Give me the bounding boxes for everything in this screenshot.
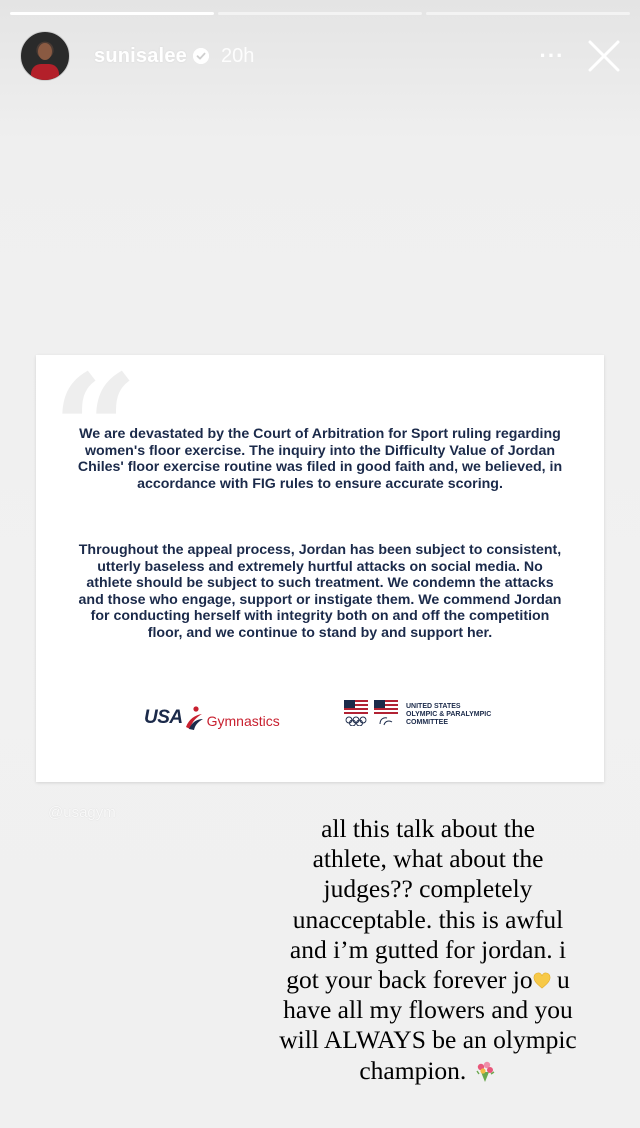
- quote-mark-icon: “: [52, 342, 139, 518]
- shared-statement-card: [36, 342, 604, 782]
- caption-text: u: [557, 965, 570, 995]
- close-icon[interactable]: [582, 34, 626, 78]
- usopc-line: OLYMPIC & PARALYMPIC: [406, 711, 492, 718]
- bouquet-icon: [473, 1059, 497, 1083]
- caption-line: unacceptable. this is awful: [292, 904, 564, 934]
- post-timestamp: 20h: [220, 44, 255, 67]
- caption-line: have all my flowers and you: [283, 995, 573, 1025]
- statement-paragraph-2: Throughout the appeal process, Jordan has been subject to consistent, utterly baseless and extremely hurtful attacks on social media. No athlete should be subject to such treatment. We condemn the attacks and those who engage, support or instigate them. We commend Jordan for conducting herself with integrity both on and off the competition floor, and we continue to stand by and support her.: [78, 542, 562, 641]
- usopc-logo: [344, 700, 491, 727]
- caption-line: [250, 1056, 606, 1086]
- story-progress-segment: [218, 12, 422, 15]
- story-caption: [250, 814, 606, 1086]
- username[interactable]: sunisalee: [94, 44, 187, 67]
- olympic-flag-icon: [344, 700, 368, 726]
- usa-gymnastics-logo: [144, 705, 280, 731]
- more-icon[interactable]: ···: [539, 43, 565, 68]
- caption-line: will ALWAYS be an olympic: [279, 1025, 577, 1055]
- statement-paragraph-1: We are devastated by the Court of Arbitration for Sport ruling regarding women's floor exercise. The inquiry into the Difficulty Value of Jordan Chiles' floor exercise routine was filed in good faith and, we believed, in accordance with FIG rules to ensure accurate scoring.: [77, 426, 563, 492]
- mention-credit[interactable]: @usagym: [48, 804, 116, 821]
- logo-gymnastics-text: Gymnastics: [206, 713, 280, 729]
- caption-line: [250, 965, 606, 995]
- story-progress-segment: [426, 12, 630, 15]
- usopc-line: COMMITTEE: [406, 719, 448, 726]
- story-header: [20, 30, 626, 82]
- caption-line: judges?? completely: [323, 874, 533, 904]
- story-progress-bar: [10, 12, 630, 15]
- caption-line: all this talk about the: [321, 814, 535, 843]
- caption-line: and i’m gutted for jordan. i: [289, 934, 567, 964]
- gymnastics-swoosh-icon: [183, 705, 205, 731]
- caption-line: athlete, what about the: [312, 844, 544, 874]
- usopc-line: UNITED STATES: [406, 703, 461, 710]
- avatar[interactable]: [20, 31, 70, 81]
- caption-text: got your back forever jo: [286, 965, 533, 995]
- paralympic-flag-icon: [374, 700, 398, 726]
- caption-text: champion.: [359, 1055, 467, 1085]
- story-progress-segment: [10, 12, 214, 15]
- logo-usa-text: USA: [144, 707, 183, 728]
- usopc-text: [406, 703, 491, 727]
- yellow-heart-icon: [533, 972, 551, 990]
- verified-badge-icon: [193, 48, 209, 64]
